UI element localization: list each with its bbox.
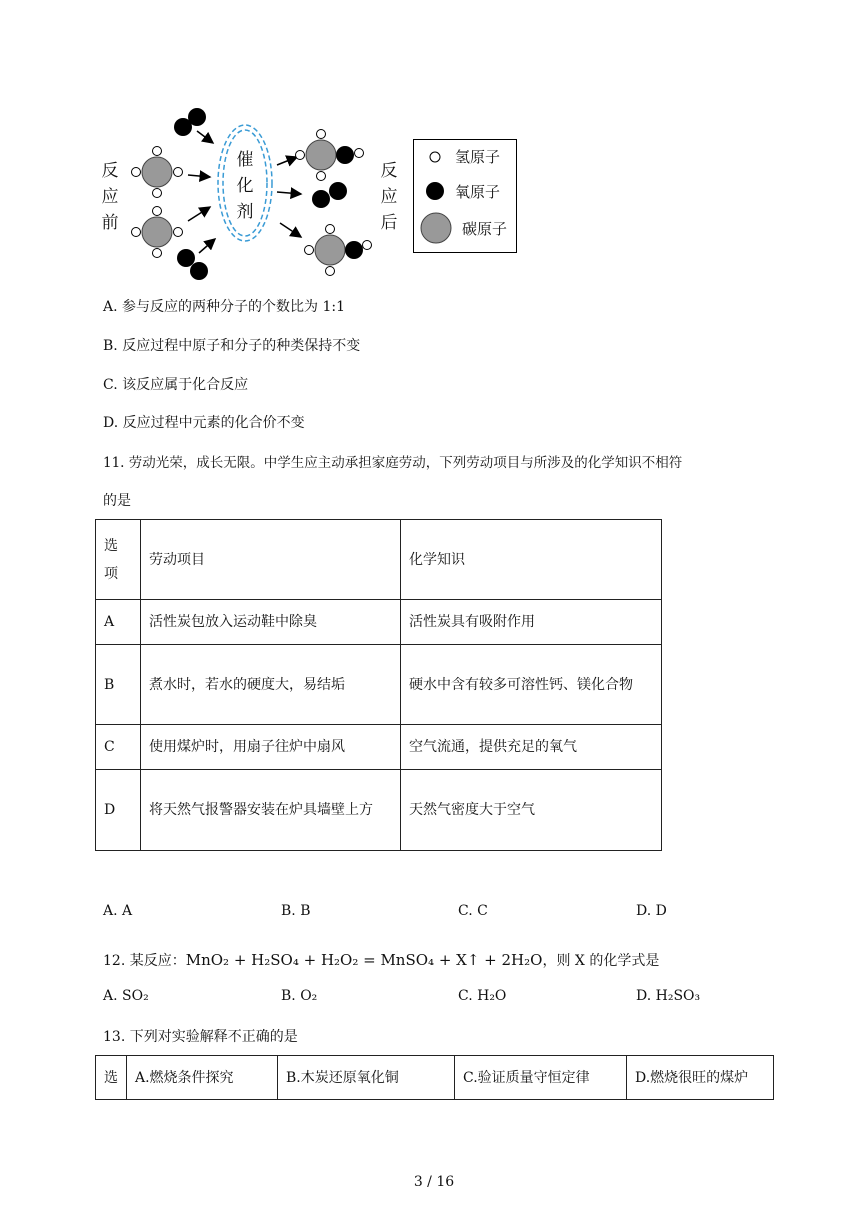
product-molecule-icon (296, 130, 364, 181)
table-row: C 使用煤炉时，用扇子往炉中扇风 空气流通，提供充足的氧气 (96, 725, 662, 770)
q13-table (95, 1055, 774, 1100)
methane-molecule-icon (132, 207, 183, 258)
q12-stem: 12. 某反应： MnO₂ + H₂SO₄ + H₂O₂ = MnSO₄ + X↑ + 2H₂O ，则 X 的化学式是 (103, 951, 660, 969)
q12-choice-b: B. O₂ (281, 988, 318, 1004)
q12-choice-d: D. H₂SO₃ (636, 988, 701, 1004)
hydrogen-atom-icon (425, 147, 445, 167)
legend-oxygen: 氧原子 (425, 180, 500, 202)
molecule-diagram (95, 95, 425, 290)
q10-option-c: C. 该反应属于化合反应 (103, 377, 249, 393)
q10-option-d: D. 反应过程中元素的化合价不变 (103, 415, 305, 431)
before-label: 反 应 前 (101, 161, 119, 233)
q11-choice-d: D. D (636, 903, 667, 919)
header-option: 选 项 (96, 520, 141, 600)
q11-stem-cont: 的是 (103, 493, 131, 509)
catalyst-label: 催 化 剂 (236, 150, 254, 222)
legend-hydrogen: 氢原子 (425, 146, 500, 167)
oxygen-molecule-icon (177, 249, 208, 280)
page-number: 3 / 16 (413, 1174, 455, 1190)
q11-stem: 11. 劳动光荣，成长无限。中学生应主动承担家庭劳动，下列劳动项目与所涉及的化学知识不相符 (103, 455, 683, 471)
product-molecule-icon (305, 225, 372, 276)
carbon-atom-icon (420, 212, 452, 244)
table-header-row (96, 520, 662, 600)
oxygen-molecule-icon (312, 182, 347, 208)
table-row: D 将天然气报警器安装在炉具墙壁上方 天然气密度大于空气 (96, 770, 662, 851)
table-row: A 活性炭包放入运动鞋中除臭 活性炭具有吸附作用 (96, 600, 662, 645)
legend-carbon: 碳原子 (420, 212, 507, 244)
methane-molecule-icon (132, 147, 183, 198)
after-label: 反 应 后 (380, 161, 398, 233)
q13-stem: 13. 下列对实验解释不正确的是 (103, 1029, 298, 1045)
q10-option-b: B. 反应过程中原子和分子的种类保持不变 (103, 338, 361, 354)
q10-option-a: A. 参与反应的两种分子的个数比为 1:1 (103, 299, 345, 315)
q11-choice-c: C. C (458, 903, 488, 919)
q12-equation: MnO₂ + H₂SO₄ + H₂O₂ = MnSO₄ + X↑ + 2H₂O (185, 951, 543, 969)
table-row: B 煮水时，若水的硬度大，易结垢 硬水中含有较多可溶性钙、镁化合物 (96, 645, 662, 725)
q12-choice-c: C. H₂O (458, 988, 507, 1004)
q12-choice-a: A. SO₂ (103, 988, 149, 1004)
oxygen-atom-icon (425, 180, 445, 202)
q11-table (95, 519, 662, 851)
header-project: 劳动项目 (141, 520, 401, 600)
q11-choice-b: B. B (281, 903, 311, 919)
q11-choice-a: A. A (103, 903, 133, 919)
table-header-row: 选 A.燃烧条件探究 B.木炭还原氧化铜 C.验证质量守恒定律 D.燃烧很旺的煤炉 (96, 1056, 774, 1100)
header-knowledge: 化学知识 (401, 520, 662, 600)
oxygen-molecule-icon (174, 108, 206, 136)
